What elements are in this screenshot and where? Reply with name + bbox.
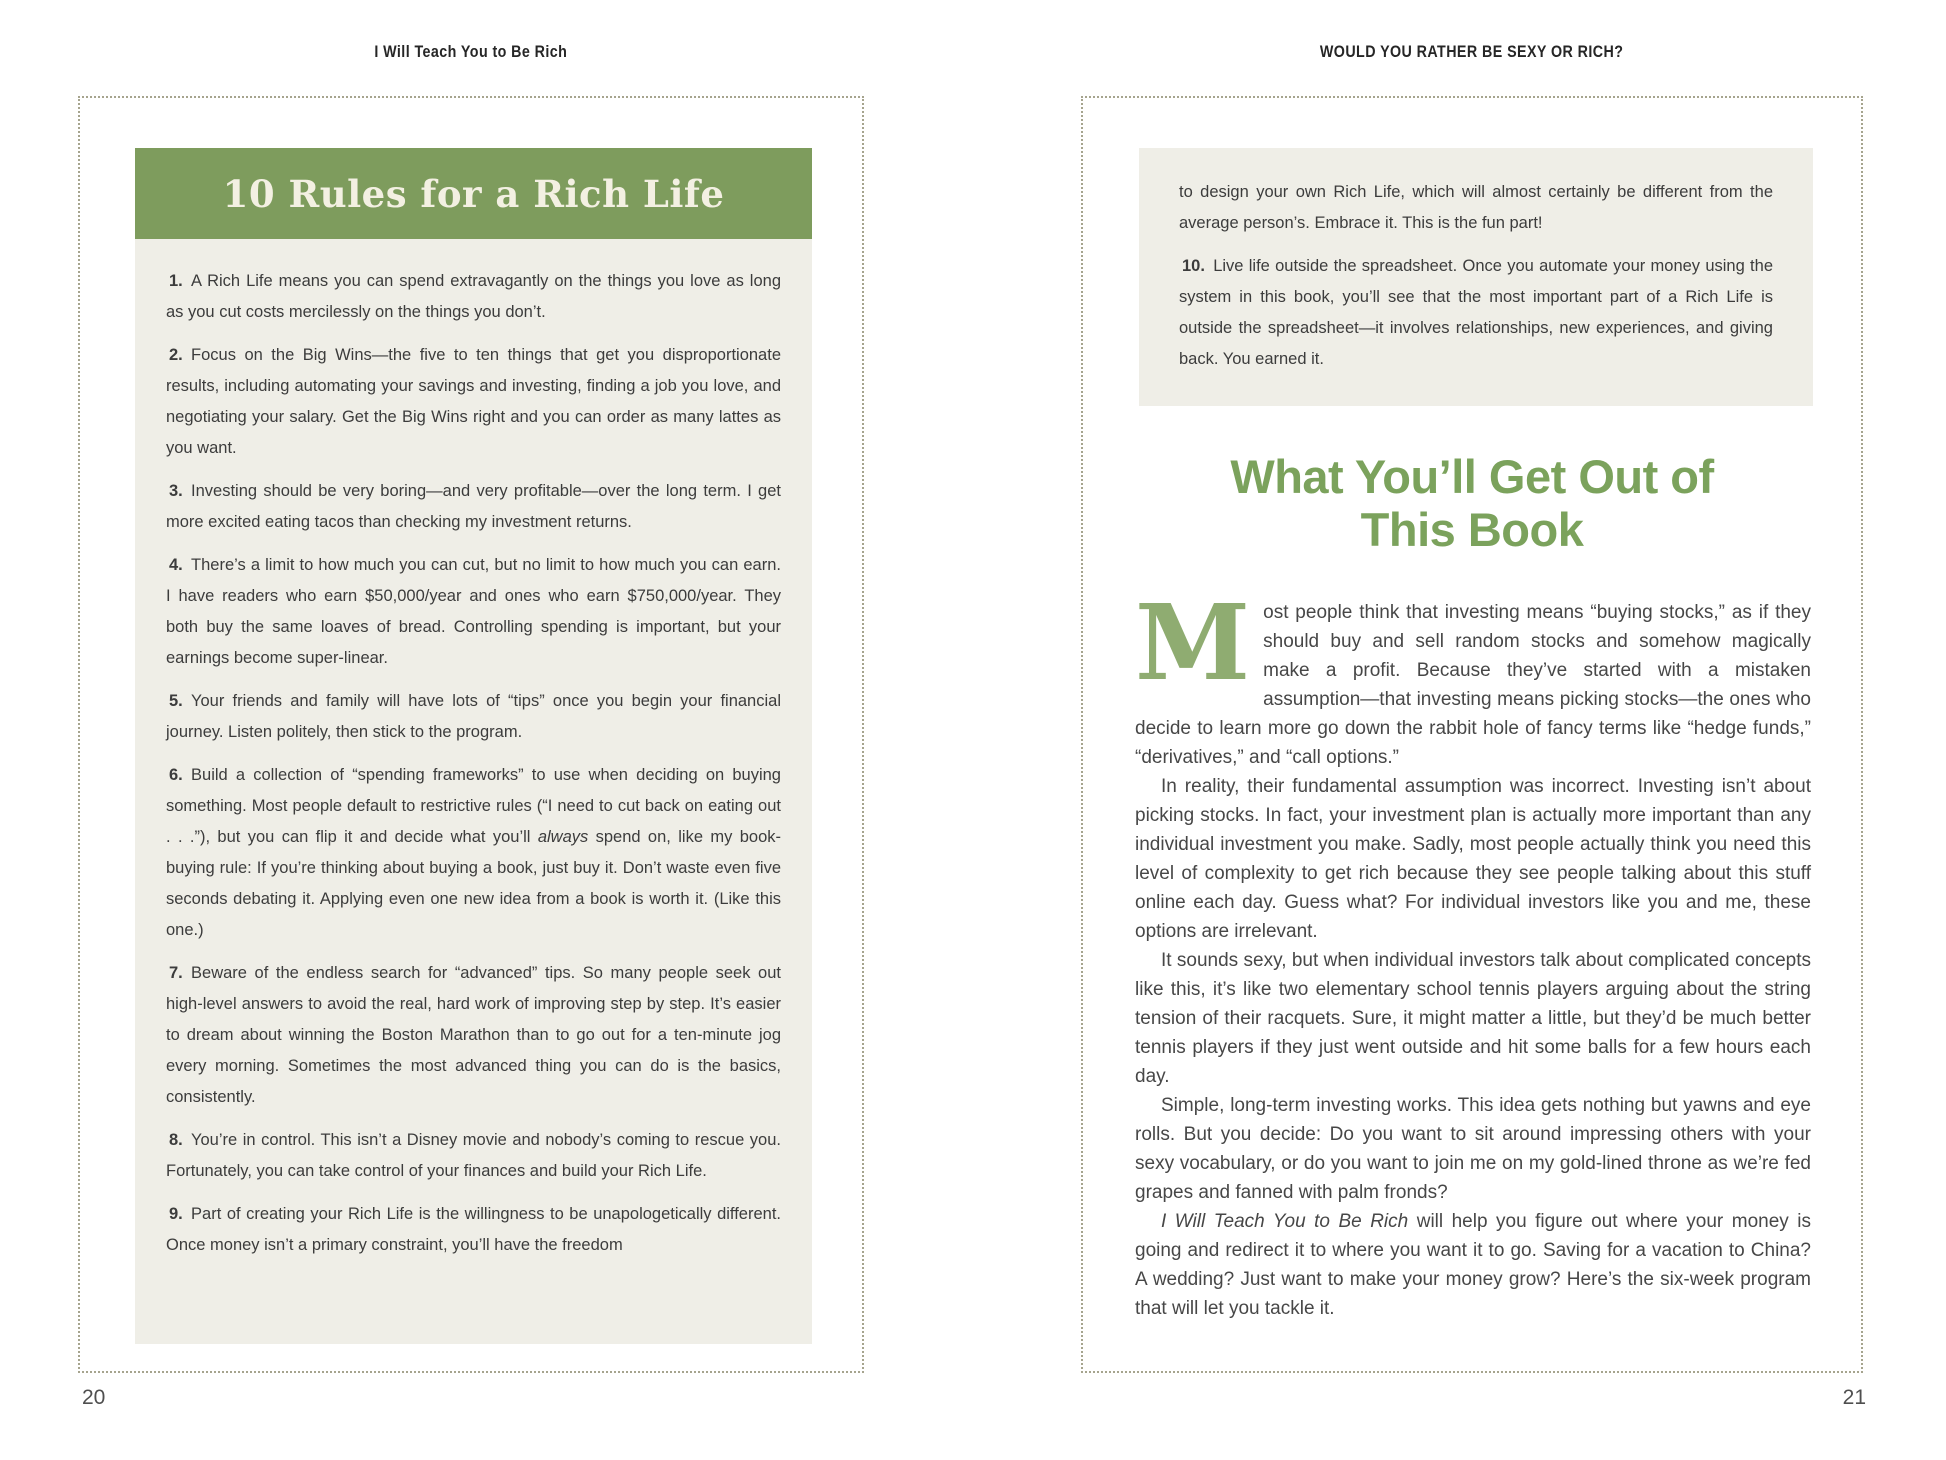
running-head-right-text: WOULD YOU RATHER BE SEXY OR RICH? <box>1320 42 1624 61</box>
text-segment: In reality, their fundamental assumption was incorrect. Investing isn’t about picking stocks. In fact, your investment plan is actually more important than any individual investment you make. Sadly, most people actually think you need this level of complexity to get rich because they see people talking about this stuff online each day. Guess what? For individual investors like you and me, these options are irrelevant. <box>1135 776 1811 942</box>
rule-item <box>166 1125 781 1187</box>
rule-item <box>166 686 781 748</box>
rule-item <box>166 266 781 328</box>
rule-item <box>1179 177 1773 239</box>
rule-number: 3. <box>169 482 183 500</box>
page-number-left: 20 <box>82 1386 106 1409</box>
text-segment: Part of creating your Rich Life is the willingness to be unapologetically different. Once money isn’t a primary constraint, you’ll have the freedom <box>166 1205 781 1254</box>
rule-number: 4. <box>169 556 183 574</box>
rule-number: 10. <box>1182 257 1205 275</box>
rule-number: 6. <box>169 766 183 784</box>
text-segment: Simple, long-term investing works. This idea gets nothing but yawns and eye rolls. But you decide: Do you want to sit around impressing others with your sexy vocabulary, or do you want to join me on my gold-lined throne as we’re fed grapes and fanned with palm fronds? <box>1135 1095 1811 1203</box>
drop-cap: M <box>1135 581 1251 704</box>
body-paragraph <box>1135 1091 1811 1207</box>
section-title-line2: This Book <box>1360 503 1584 556</box>
rules-title-box <box>135 148 812 239</box>
text-segment: ost people think that investing means “buying stocks,” as if they should buy and sell random stocks and somehow magically make a profit. Because they’ve started with a mistaken assumption—that investing means picking stocks—the ones who decide to learn more go down the rabbit hole of fancy terms like “hedge funds,” “derivatives,” and “call options.” <box>1135 602 1811 768</box>
text-segment: There’s a limit to how much you can cut, but no limit to how much you can earn. I have readers who earn $50,000/year and ones who earn $750,000/year. They both buy the same loaves of bread. Controlling spending is important, but your earnings become super-linear. <box>166 556 781 667</box>
rule-item <box>1179 251 1773 375</box>
rules-continuation-box <box>1139 148 1813 406</box>
rule-item <box>166 476 781 538</box>
text-segment: Beware of the endless search for “advanced” tips. So many people seek out high-level answers to avoid the real, hard work of improving step by step. It’s easier to dream about winning the Boston Marathon than to go out for a ten-minute jog every morning. Sometimes the most advanced thing you can do is the basics, consistently. <box>166 964 781 1106</box>
section-title <box>1083 450 1861 556</box>
page-right <box>1081 96 1863 1373</box>
rules-title: 10 Rules for a Rich Life <box>222 171 725 216</box>
text-segment: You’re in control. This isn’t a Disney movie and nobody’s coming to rescue you. Fortunately, you can take control of your finances and build your Rich Life. <box>166 1131 781 1180</box>
rule-number: 8. <box>169 1131 183 1149</box>
running-head-left <box>78 42 863 66</box>
text-segment: Live life outside the spreadsheet. Once you automate your money using the system in this book, you’ll see that the most important part of a Rich Life is outside the spreadsheet—it involves relationships, new experiences, and giving back. You earned it. <box>1179 257 1773 368</box>
text-segment: will help you figure out where your money is going and redirect it to where you want it to go. Saving for a vacation to China? A wedding? Just want to make your money grow? Here’s the six-week program that will let you tackle it. <box>1135 1211 1811 1319</box>
rules-list-box <box>135 239 812 1344</box>
rule-number: 2. <box>169 346 183 364</box>
section-title-line1: What You’ll Get Out of <box>1230 450 1714 503</box>
rule-number: 9. <box>169 1205 183 1223</box>
italic-text: always <box>537 828 589 846</box>
text-segment: Investing should be very boring—and very profitable—over the long term. I get more excited eating tacos than checking my investment returns. <box>166 482 781 531</box>
body-paragraph <box>1135 946 1811 1091</box>
text-segment: Your friends and family will have lots of “tips” once you begin your financial journey. Listen politely, then stick to the program. <box>166 692 781 741</box>
rule-item <box>166 340 781 464</box>
text-segment: Build a collection of “spending frameworks” to use when deciding on buying something. Most people default to restrictive rules (“I need to cut back on eating out . . .”), but you can flip it and decide what you’ll <box>166 766 781 846</box>
rule-number: 5. <box>169 692 183 710</box>
body-paragraph <box>1135 772 1811 946</box>
body-paragraph <box>1135 581 1811 772</box>
text-segment: Focus on the Big Wins—the five to ten things that get you disproportionate results, including automating your savings and investing, finding a job you love, and negotiating your salary. Get the Big Wins right and you can order as many lattes as you want. <box>166 346 781 457</box>
text-segment: to design your own Rich Life, which will almost certainly be different from the average person’s. Embrace it. This is the fun part! <box>1179 183 1773 232</box>
text-segment: A Rich Life means you can spend extravagantly on the things you love as long as you cut costs mercilessly on the things you don’t. <box>166 272 781 321</box>
text-segment: It sounds sexy, but when individual investors talk about complicated concepts like this, it’s like two elementary school tennis players arguing about the string tension of their racquets. Sure, it might matter a little, but they’d be much better tennis players if they just went outside and hit some balls for a few hours each day. <box>1135 950 1811 1087</box>
page-number-right: 21 <box>1842 1386 1866 1409</box>
running-head-left-text: I Will Teach You to Be Rich <box>374 42 567 61</box>
body-paragraph <box>1135 1207 1811 1323</box>
rule-item <box>166 958 781 1113</box>
italic-text: I Will Teach You to Be Rich <box>1161 1211 1409 1232</box>
chapter-body <box>1135 581 1811 1323</box>
text-segment: spend on, like my book-buying rule: If you’re thinking about buying a book, just buy it. Don’t waste even five seconds debating it. Applying even one new idea from a book is worth it. (Like this one.) <box>166 828 781 939</box>
rule-item <box>166 760 781 946</box>
running-head-right <box>1081 42 1863 66</box>
page-left <box>78 96 864 1373</box>
rule-number: 7. <box>169 964 183 982</box>
rule-item <box>166 1199 781 1261</box>
rule-item <box>166 550 781 674</box>
rule-number: 1. <box>169 272 183 290</box>
